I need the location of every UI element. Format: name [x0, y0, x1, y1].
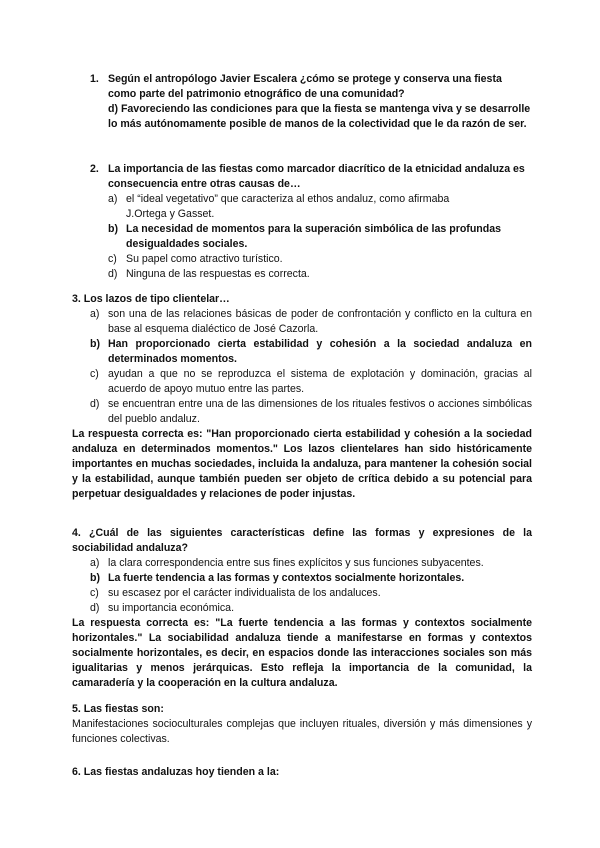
question-3 [72, 292, 532, 502]
question-4-title: 4. ¿Cuál de las siguientes características define las formas y expresiones de la sociabilidad andaluza? [72, 527, 532, 554]
question-4 [72, 526, 532, 691]
question-6-title: 6. Las fiestas andaluzas hoy tienden a la: [72, 766, 280, 778]
question-3-option-b: b) Han proporcionado cierta estabilidad y cohesión a la sociedad andaluza en determinados momentos. [90, 338, 532, 365]
question-1-answer: d) Favoreciendo las condiciones para que la fiesta se mantenga viva y se desarrolle lo más autónomamente posible de manos de la colectividad que le da razón de ser. [108, 103, 531, 130]
question-2-option-a: a) el “ideal vegetativo” que caracteriza al ethos andaluz, como afirmaba J.Ortega y Gasset. [108, 193, 450, 220]
question-4-option-d: d) su importancia económica. [90, 602, 235, 614]
question-1 [72, 72, 532, 132]
question-3-option-c: c) ayudan a que no se reproduzca el sistema de explotación y dominación, gracias al acuerdo de apoyo mutuo entre las partes. [90, 368, 532, 395]
question-4-explanation: La respuesta correcta es: "La fuerte tendencia a las formas y contextos socialmente horizontales." La sociabilidad andaluza tiende a manifestarse en formas y contextos socialmente horizontales, es decir, en espacios donde las interacciones sociales son más igualitarias y menos jerárquicas. Esto refleja la importancia de la comunidad, la camaradería y la cooperación en la cultura andaluza. [72, 617, 532, 689]
question-2 [72, 162, 532, 282]
question-2-option-d: d) Ninguna de las respuestas es correcta. [108, 268, 310, 280]
question-5-text: Manifestaciones socioculturales complejas que incluyen rituales, diversión y más dimensiones y funciones colectivas. [72, 718, 532, 745]
question-3-option-a: a) son una de las relaciones básicas de poder de confrontación y conflicto en la cultura en base al esquema dialéctico de José Cazorla. [90, 308, 532, 335]
question-5-title: 5. Las fiestas son: [72, 703, 164, 715]
question-3-option-d: d) se encuentran entre una de las dimensiones de los rituales festivos o acciones simbólicas del pueblo andaluz. [90, 398, 532, 425]
question-2-option-c: c) Su papel como atractivo turístico. [108, 253, 283, 265]
question-4-option-b: b) La fuerte tendencia a las formas y contextos socialmente horizontales. [90, 572, 465, 584]
question-1-text: 1. Según el antropólogo Javier Escalera ¿cómo se protege y conserva una fiesta como parte del patrimonio etnográfico de una comunidad? [90, 73, 502, 100]
question-2-text: 2. La importancia de las fiestas como marcador diacrítico de la etnicidad andaluza es consecuencia entre otras causas de… [90, 163, 525, 190]
question-3-explanation: La respuesta correcta es: "Han proporcionado cierta estabilidad y cohesión a la sociedad andaluza en determinados momentos." Los lazos clientelares han sido históricamente importantes en muchas sociedades, incluida la andaluza, para mantener la cohesión social y la estabilidad, aunque también pueden ser objeto de crítica debido a su potencial para perpetuar desigualdades y relaciones de poder injustas. [72, 428, 532, 500]
question-5 [72, 702, 532, 747]
question-2-number: 2. [90, 163, 99, 175]
question-1-number: 1. [90, 73, 99, 85]
question-4-option-c: c) su escasez por el carácter individualista de los andaluces. [90, 587, 381, 599]
question-4-option-a: a) la clara correspondencia entre sus fines explícitos y sus funciones subyacentes. [90, 557, 484, 569]
question-6 [72, 765, 532, 780]
question-2-option-b: b) La necesidad de momentos para la superación simbólica de las profundas desigualdades sociales. [108, 223, 502, 250]
question-3-title: 3. Los lazos de tipo clientelar… [72, 293, 230, 305]
